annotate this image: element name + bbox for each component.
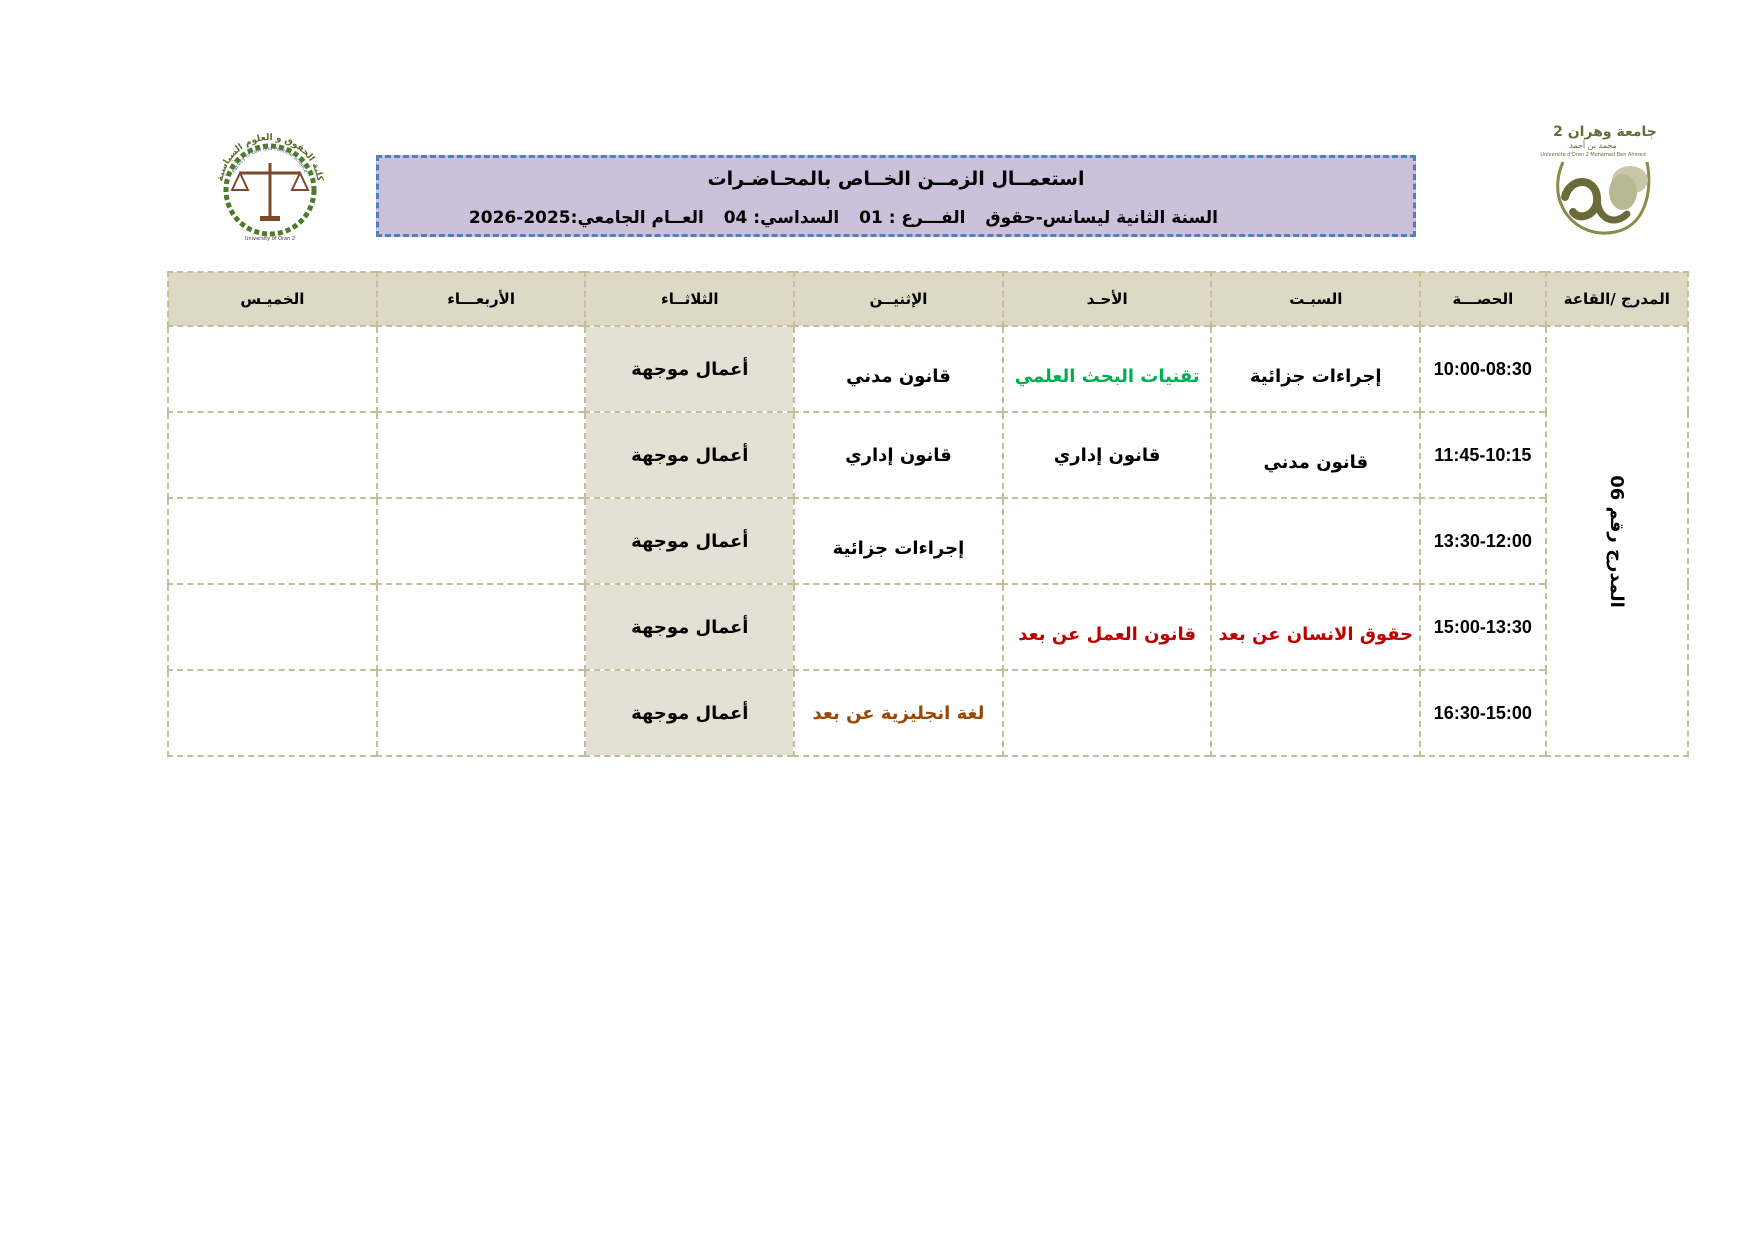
- cell-wednesday: [377, 412, 586, 498]
- cell-sunday: تقنيات البحث العلمي: [1003, 326, 1212, 412]
- cell-saturday: إجراءات جزائية: [1211, 326, 1420, 412]
- header-sunday: الأحـد: [1003, 272, 1212, 326]
- cell-thursday: [168, 584, 377, 670]
- schedule-subtitle: [455, 208, 1218, 228]
- table-row: [168, 498, 1688, 584]
- cell-monday: إجراءات جزائية: [794, 498, 1003, 584]
- cell-tuesday: أعمال موجهة: [585, 584, 794, 670]
- cell-tuesday: أعمال موجهة: [585, 412, 794, 498]
- cell-thursday: [168, 498, 377, 584]
- svg-text:University of Oran 2: University of Oran 2: [244, 236, 296, 242]
- cell-tuesday: أعمال موجهة: [585, 326, 794, 412]
- cell-saturday: [1211, 498, 1420, 584]
- cell-saturday: [1211, 670, 1420, 756]
- hall-cell: [1546, 326, 1688, 756]
- header-monday: الإثنيــن: [794, 272, 1003, 326]
- cell-thursday: [168, 412, 377, 498]
- university-oran2-logo: [1535, 122, 1675, 242]
- svg-text:كلية الحقوق و العلوم السياسية: كلية الحقوق و العلوم السياسية: [215, 132, 325, 183]
- cell-monday: لغة انجليزية عن بعد: [794, 670, 1003, 756]
- academic-year-label: العــام الجامعي:2025-2026: [468, 208, 704, 228]
- svg-text:Université d'Oran 2 Mohamed Be: Université d'Oran 2 Mohamed Ben Ahmed: [1540, 152, 1646, 158]
- table-row: [168, 326, 1688, 412]
- time-cell: 10:00-08:30: [1420, 326, 1545, 412]
- branch-label: الفـــرع : 01: [859, 208, 966, 228]
- header-saturday: السبـت: [1211, 272, 1420, 326]
- schedule-title-box: [376, 155, 1416, 237]
- faculty-law-logo: [200, 128, 340, 248]
- cell-sunday: قانون العمل عن بعد: [1003, 584, 1212, 670]
- header-tuesday: الثلاثــاء: [585, 272, 794, 326]
- time-cell: 15:00-13:30: [1420, 584, 1545, 670]
- time-cell: 13:30-12:00: [1420, 498, 1545, 584]
- cell-monday: [794, 584, 1003, 670]
- cell-thursday: [168, 670, 377, 756]
- year-label: السنة الثانية ليسانس-حقوق: [985, 208, 1218, 228]
- svg-text:محمد بن أحمد: محمد بن أحمد: [1569, 141, 1617, 150]
- schedule-title: استعمــال الزمــن الخــاص بالمحـاضـرات: [707, 168, 1085, 190]
- semester-label: السداسي: 04: [723, 208, 840, 228]
- table-header-row: [168, 272, 1688, 326]
- header-period: الحصـــة: [1420, 272, 1545, 326]
- cell-monday: قانون مدني: [794, 326, 1003, 412]
- table-row: [168, 412, 1688, 498]
- header-thursday: الخميـس: [168, 272, 377, 326]
- hall-label: المدرج رقم 06: [1606, 474, 1628, 608]
- logo-right-title: جامعة وهران 2: [1553, 124, 1657, 140]
- cell-wednesday: [377, 670, 586, 756]
- cell-wednesday: [377, 326, 586, 412]
- cell-sunday: قانون إداري: [1003, 412, 1212, 498]
- cell-monday: قانون إداري: [794, 412, 1003, 498]
- header-hall: المدرج /القاعة: [1546, 272, 1688, 326]
- header-wednesday: الأربعـــاء: [377, 272, 586, 326]
- cell-saturday: قانون مدني: [1211, 412, 1420, 498]
- cell-tuesday: أعمال موجهة: [585, 498, 794, 584]
- schedule-table: [167, 271, 1689, 757]
- time-cell: 16:30-15:00: [1420, 670, 1545, 756]
- cell-sunday: [1003, 498, 1212, 584]
- cell-thursday: [168, 326, 377, 412]
- table-row: [168, 670, 1688, 756]
- cell-wednesday: [377, 498, 586, 584]
- cell-tuesday: أعمال موجهة: [585, 670, 794, 756]
- table-row: [168, 584, 1688, 670]
- cell-wednesday: [377, 584, 586, 670]
- time-cell: 11:45-10:15: [1420, 412, 1545, 498]
- cell-sunday: [1003, 670, 1212, 756]
- svg-text:Faculty of Law and Political S: Faculty of Law and Political Science: [231, 145, 309, 174]
- cell-saturday: حقوق الانسان عن بعد: [1211, 584, 1420, 670]
